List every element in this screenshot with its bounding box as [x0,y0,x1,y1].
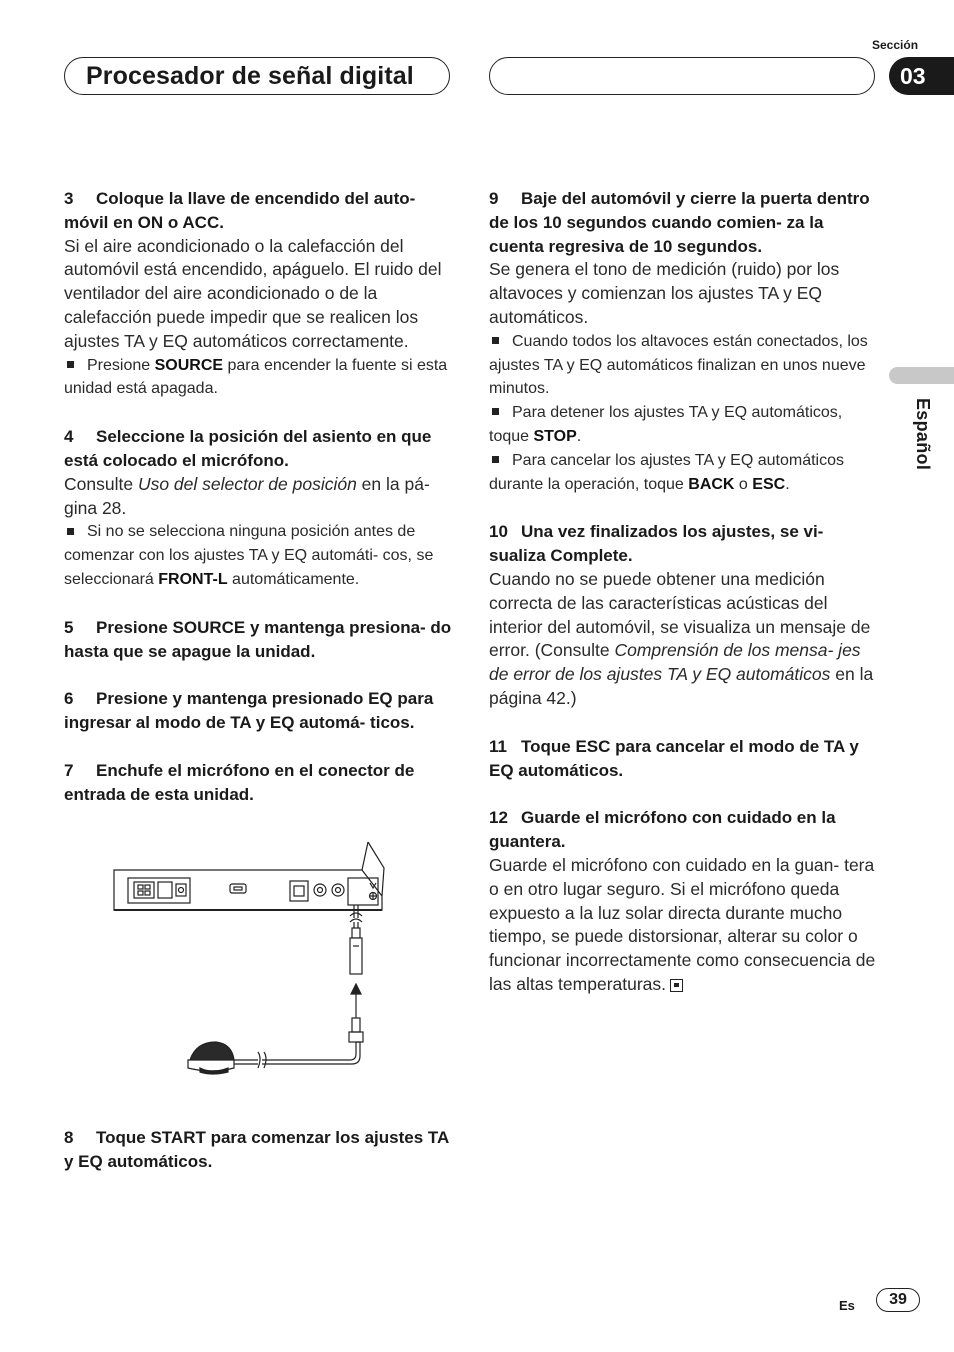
step-11 [489,735,877,783]
step-6 [64,687,452,735]
bullet-square-icon [67,528,74,535]
step-note: Cuando todos los altavoces están conectados, los ajustes TA y EQ automáticos finalizan en unos nueve minutos. [489,332,868,398]
step-body: Si el aire acondicionado o la calefacción del automóvil está encendido, apáguelo. El ruido del ventilador del aire acondicionado o de la calefacción puede impedir que se realicen los ajustes TA y EQ automáticos correctamente. [64,235,442,351]
step-heading: 3 Coloque la llave de encendido del auto- móvil en ON o ACC. [64,189,416,232]
step-5 [64,616,452,664]
step-note: Para detener los ajustes TA y EQ automáticos, toque STOP. [489,404,843,445]
step-heading: 5 Presione SOURCE y mantenga presiona- do hasta que se apague la unidad. [64,617,452,661]
step-4 [64,425,452,592]
step-8 [64,1126,452,1174]
header-empty-frame [489,57,875,95]
bullet-square-icon [67,361,74,368]
language-tab [889,367,954,384]
bullet-square-icon [492,408,499,415]
step-note: Si no se selecciona ninguna posición antes de comenzar con los ajustes TA y EQ automáti- cos, se seleccionará FRONT-L automáticamente. [64,523,434,588]
bullet-square-icon [492,456,499,463]
footer-language-code: Es [839,1298,855,1313]
section-number-badge: 03 [889,57,954,95]
step-7 [64,759,452,807]
step-9 [489,187,877,496]
step-body: Consulte Uso del selector de posición en la pá- gina 28. [64,473,430,518]
page-number: 39 [876,1288,920,1312]
step-heading: 11 Toque ESC para cancelar el modo de TA y EQ automáticos. [489,736,859,780]
step-note: Para cancelar los ajustes TA y EQ automáticos durante la operación, toque BACK o ESC. [489,451,845,493]
step-heading: 7 Enchufe el micrófono en el conector de entrada de esta unidad. [64,760,415,804]
left-column [64,187,452,831]
right-column [489,187,877,1021]
step-note: Presione SOURCE para encender la fuente si esta unidad está apagada. [64,356,448,398]
step-12 [489,806,877,996]
left-column-bottom [64,1126,452,1198]
page-title: Procesador de señal digital [86,62,414,90]
end-mark-icon [670,979,683,992]
step-3 [64,187,452,401]
step-heading: 6 Presione y mantenga presionado EQ para ingresar al modo de TA y EQ automá- ticos. [64,689,434,733]
step-heading: 4 Seleccione la posición del asiento en que está colocado el micrófono. [64,427,432,470]
step-heading: 9 Baje del automóvil y cierre la puerta dentro de los 10 segundos cuando comien- za la cuenta regresiva de 10 segundos. [489,189,870,256]
section-label: Sección [872,38,919,52]
step-body: Cuando no se puede obtener una medición correcta de las características acústicas del interior del automóvil, se visualiza un mensaje de error. (Consulte Comprensión de los mensa- jes de error de los ajustes TA y EQ automáticos en la página 42.) [489,568,874,708]
step-heading: 10 Una vez finalizados los ajustes, se vi- sualiza Complete. [489,522,824,566]
step-heading: 8 Toque START para comenzar los ajustes TA y EQ automáticos. [64,1128,449,1171]
language-label: Español [913,398,933,471]
step-body: Guarde el micrófono con cuidado en la guan- tera o en otro lugar seguro. Si el micrófono queda expuesto a la luz solar directa durante mucho tiempo, se puede distorsionar, alterar su color o funcionar incorrectamente como consecuencia de las altas temperaturas. [489,854,876,994]
bullet-square-icon [492,337,499,344]
step-10 [489,520,877,710]
step-heading: 12 Guarde el micrófono con cuidado en la guantera. [489,808,836,852]
step-body: Se genera el tono de medición (ruido) por los altavoces y comienzan los ajustes TA y EQ automáticos. [489,259,840,327]
microphone-connection-illustration [112,838,402,1088]
